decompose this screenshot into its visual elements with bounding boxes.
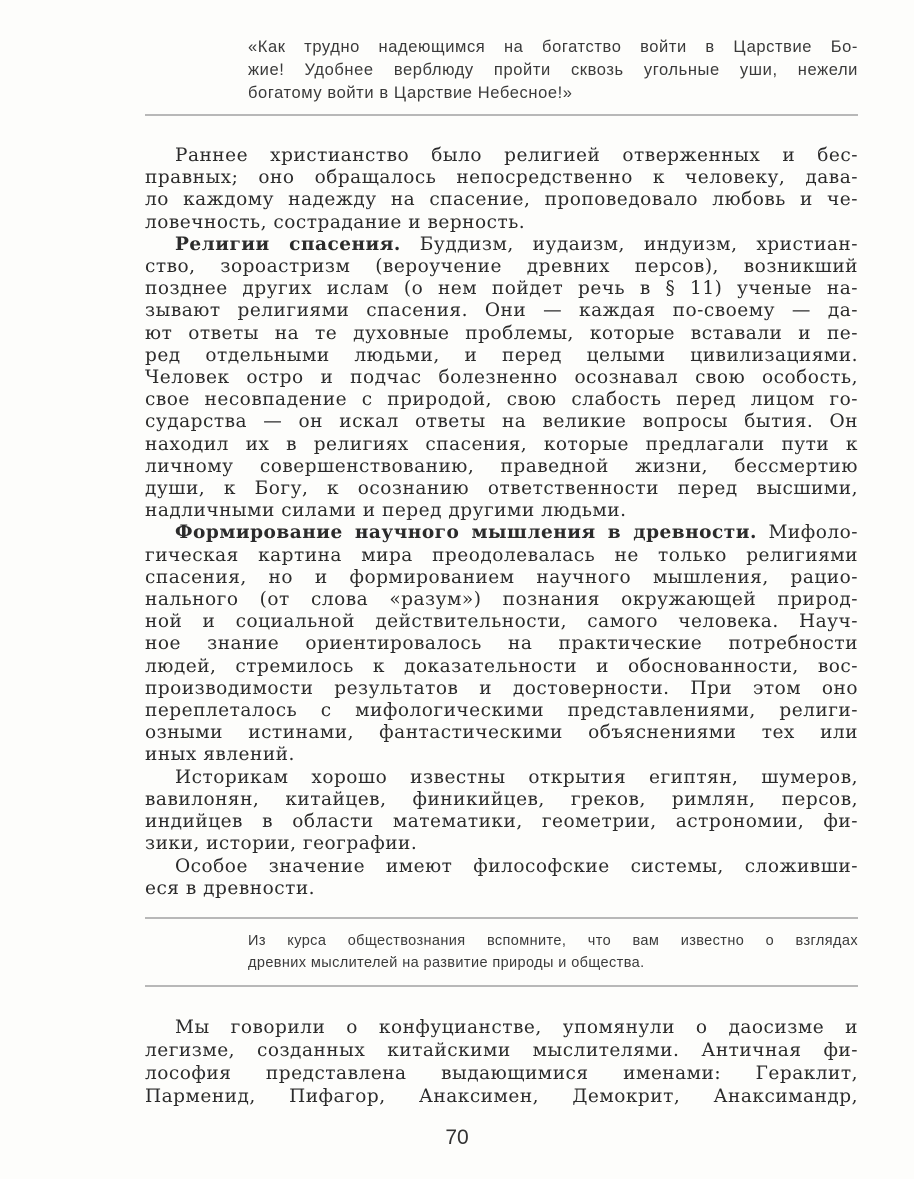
text-line [145,545,858,567]
line-text: находил их в религиях спасения, которые предлагали пути к [145,433,858,455]
line-text: Буддизм, иудаизм, индуизм, христиан- [400,233,858,255]
text-line [145,1085,858,1108]
text-line [145,1039,858,1062]
line-text: личному совершенствованию, праведной жизни, бессмертию [145,455,858,477]
text-line [145,1062,858,1085]
text-line [145,212,858,234]
text-line [145,389,858,411]
text-line [145,744,858,766]
paragraph-heading: Религии спасения. [175,233,401,255]
text-line [145,522,858,544]
paragraph [145,145,858,234]
text-line: древних мыслителей на развитие природы и общества. [248,955,645,971]
line-text: ное знание ориентировалось на практические потребности [145,633,858,655]
page-number: 70 [445,1126,469,1149]
main-text-section-1 [145,145,858,900]
text-line [145,500,858,522]
main-text-section-2 [145,1016,858,1108]
text-line [145,878,858,900]
text-line [145,767,858,789]
line-text: озными истинами, фантастическими объяснениями тех или [145,722,858,744]
text-line [145,478,858,500]
line-text: гическая картина мира преодолевалась не только религиями [145,544,858,566]
epigraph-quote [248,36,858,105]
line-text: ло каждому надежду на спасение, проповедовало любовь и че- [145,189,858,211]
line-text: позднее других ислам (о нем пойдет речь в § 11) ученые на- [145,278,858,300]
line-text: ред отдельными людьми, и перед целыми цивилизациями. [145,344,858,366]
divider-question-bottom [145,985,858,987]
text-line [145,434,858,456]
paragraph-heading: Формирование научного мышления в древности. [175,522,757,544]
line-text: зывают религиями спасения. Они — каждая по-своему — да- [145,300,858,322]
line-text: вавилонян, китайцев, финикийцев, греков, римлян, персов, [145,788,858,810]
line-text: ство, зороастризм (вероучение древних персов), возникший [145,256,858,278]
line-text: Особое значение имеют философские системы, сложивши- [175,855,858,877]
line-text: переплеталось с мифологическими представлениями, религи- [145,700,858,722]
text-line [145,145,858,167]
paragraph [145,234,858,523]
line-text: Мы говорили о конфуцианстве, упомянули о даосизме и [175,1017,858,1038]
line-text: лософия представлена выдающимися именами: Гераклит, [145,1063,858,1084]
text-line [145,567,858,589]
line-text: индийцев в области математики, геометрии, астрономии, фи- [145,811,858,833]
text-line [145,611,858,633]
text-line [145,589,858,611]
text-line: «Как трудно надеющимся на богатство войти в Царствие Бо- [248,38,858,56]
line-text: надличными силами и перед другими людьми. [145,500,627,522]
text-line [145,411,858,433]
text-line [145,256,858,278]
text-line [145,722,858,744]
text-line [145,189,858,211]
line-text: свое несовпадение с природой, свою слабость перед лицом го- [145,389,858,411]
divider-top [145,114,858,116]
line-text: производимости результатов и достоверности. При этом оно [145,677,858,699]
text-line [145,456,858,478]
text-line [145,234,858,256]
line-text: Человек остро и подчас болезненно осознавал свою особость, [145,367,858,389]
paragraph [145,522,858,766]
text-line: жие! Удобнее верблюду пройти сквозь угольные уши, нежели [248,61,858,79]
line-text: людей, стремилось к доказательности и обоснованности, вос- [145,655,858,677]
divider-question-top [145,917,858,919]
text-line [145,700,858,722]
text-line [145,300,858,322]
text-line [145,1016,858,1039]
line-text: Мифоло- [756,522,858,544]
line-text: легизме, созданных китайскими мыслителями. Античная фи- [145,1040,858,1061]
text-line [145,367,858,389]
line-text: ной и социальной действительности, самого человека. Науч- [145,611,858,633]
line-text: ют ответы на те духовные проблемы, которые вставали и пе- [145,322,858,344]
paragraph [145,767,858,856]
line-text: сударства — он искал ответы на великие вопросы бытия. Он [145,411,858,433]
line-text: Историкам хорошо известны открытия египтян, шумеров, [175,766,858,788]
text-line: Из курса обществознания вспомните, что вам известно о взглядах [248,933,858,949]
text-line [145,345,858,367]
line-text: правных; оно обращалось непосредственно к человеку, дава- [145,167,858,189]
line-text: зики, истории, географии. [145,833,418,855]
line-text: еся в древности. [145,877,316,899]
text-line [145,856,858,878]
line-text: Парменид, Пифагор, Анаксимен, Демокрит, Анаксимандр, [145,1086,858,1107]
text-line [145,323,858,345]
line-text: нального (от слова «разум») познания окружающей природ- [145,589,858,611]
text-line [145,656,858,678]
line-text: спасения, но и формированием научного мышления, рацио- [145,566,858,588]
review-question [248,930,858,974]
line-text: иных явлений. [145,744,295,766]
line-text: ловечность, сострадание и верность. [145,211,526,233]
text-line: богатому войти в Царствие Небесное!» [248,84,573,102]
text-line [145,633,858,655]
paragraph [145,1016,858,1108]
text-line [145,678,858,700]
text-line [145,278,858,300]
text-line [145,789,858,811]
text-line [145,833,858,855]
line-text: души, к Богу, к осознанию ответственности перед высшими, [145,478,858,500]
text-line [145,167,858,189]
line-text: Раннее христианство было религией отверженных и бес- [175,145,858,166]
text-line [145,811,858,833]
paragraph [145,856,858,900]
